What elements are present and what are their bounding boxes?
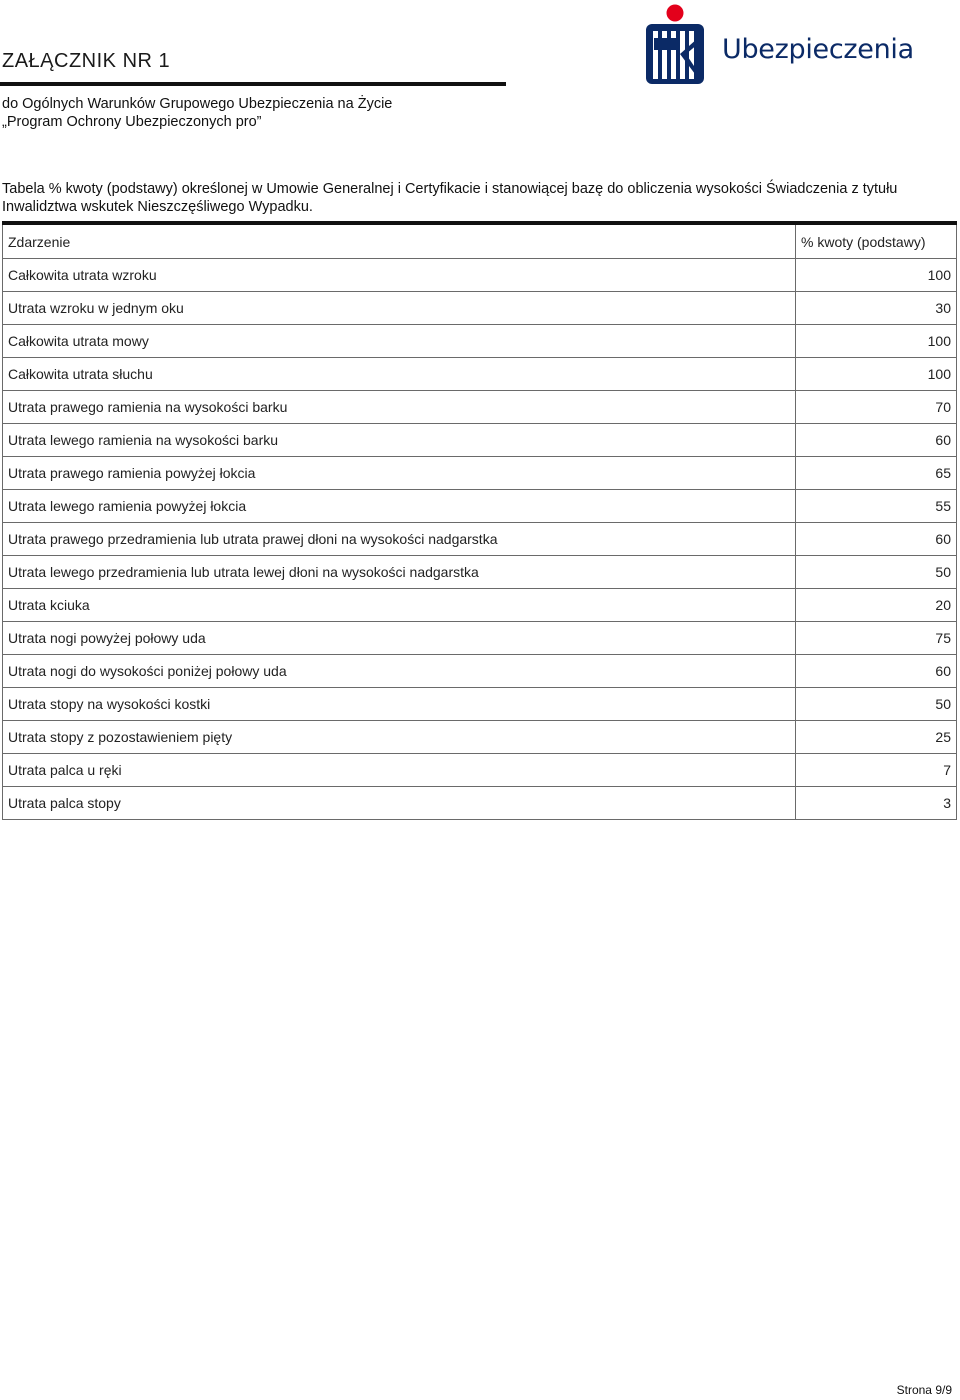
table-header-row xyxy=(3,223,957,259)
logo-wordmark: Ubezpieczenia xyxy=(722,34,914,65)
row-percent: 65 xyxy=(796,457,957,490)
table-row xyxy=(3,292,957,325)
row-event: Całkowita utrata słuchu xyxy=(3,358,796,391)
row-percent: 60 xyxy=(796,655,957,688)
table-row xyxy=(3,589,957,622)
subtitle-line-1: do Ogólnych Warunków Grupowego Ubezpieczenia na Życie xyxy=(2,96,393,112)
header-percent: % kwoty (podstawy) xyxy=(796,223,957,259)
row-percent: 70 xyxy=(796,391,957,424)
row-percent: 55 xyxy=(796,490,957,523)
row-event: Utrata palca stopy xyxy=(3,787,796,820)
table-row xyxy=(3,655,957,688)
row-percent: 60 xyxy=(796,523,957,556)
table-intro-text: Tabela % kwoty (podstawy) określonej w Umowie Generalnej i Certyfikacie i stanowiącej bazę do obliczenia wysokości Świadczenia z tytułu Inwalidztwa wskutek Nieszczęśliwego Wypadku. xyxy=(2,181,898,215)
row-percent: 7 xyxy=(796,754,957,787)
row-event: Utrata lewego ramienia powyżej łokcia xyxy=(3,490,796,523)
table-row xyxy=(3,490,957,523)
row-event: Utrata prawego przedramienia lub utrata prawej dłoni na wysokości nadgarstka xyxy=(3,523,796,556)
row-event: Utrata stopy na wysokości kostki xyxy=(3,688,796,721)
row-event: Utrata prawego ramienia na wysokości barku xyxy=(3,391,796,424)
row-event: Całkowita utrata wzroku xyxy=(3,259,796,292)
row-event: Utrata kciuka xyxy=(3,589,796,622)
row-event: Utrata palca u ręki xyxy=(3,754,796,787)
table-row xyxy=(3,787,957,820)
table-row xyxy=(3,391,957,424)
table-row xyxy=(3,754,957,787)
row-event: Utrata nogi do wysokości poniżej połowy uda xyxy=(3,655,796,688)
row-event: Całkowita utrata mowy xyxy=(3,325,796,358)
table-row xyxy=(3,259,957,292)
row-percent: 75 xyxy=(796,622,957,655)
row-percent: 50 xyxy=(796,556,957,589)
table-row xyxy=(3,622,957,655)
page-title: ZAŁĄCZNIK NR 1 xyxy=(2,50,171,72)
row-percent: 3 xyxy=(796,787,957,820)
row-percent: 20 xyxy=(796,589,957,622)
header-divider xyxy=(0,82,506,86)
row-event: Utrata lewego przedramienia lub utrata lewej dłoni na wysokości nadgarstka xyxy=(3,556,796,589)
table-row xyxy=(3,523,957,556)
row-percent: 60 xyxy=(796,424,957,457)
page-number: Strona 9/9 xyxy=(896,1383,952,1397)
header-event: Zdarzenie xyxy=(3,223,796,259)
table-row xyxy=(3,556,957,589)
table-row xyxy=(3,424,957,457)
document-subtitle xyxy=(2,95,392,131)
row-percent: 25 xyxy=(796,721,957,754)
table-row xyxy=(3,721,957,754)
table-row xyxy=(3,457,957,490)
row-percent: 100 xyxy=(796,358,957,391)
subtitle-line-2: „Program Ochrony Ubezpieczonych pro” xyxy=(2,114,262,130)
row-event: Utrata wzroku w jednym oku xyxy=(3,292,796,325)
table-row xyxy=(3,688,957,721)
row-event: Utrata stopy z pozostawieniem pięty xyxy=(3,721,796,754)
pko-monogram-icon xyxy=(644,2,708,86)
table-row xyxy=(3,325,957,358)
pko-ubezpieczenia-logo xyxy=(644,2,914,86)
row-event: Utrata nogi powyżej połowy uda xyxy=(3,622,796,655)
row-percent: 30 xyxy=(796,292,957,325)
row-event: Utrata prawego ramienia powyżej łokcia xyxy=(3,457,796,490)
row-percent: 100 xyxy=(796,325,957,358)
table-row xyxy=(3,358,957,391)
row-percent: 100 xyxy=(796,259,957,292)
row-event: Utrata lewego ramienia na wysokości barku xyxy=(3,424,796,457)
row-percent: 50 xyxy=(796,688,957,721)
disability-benefit-table xyxy=(2,221,957,820)
